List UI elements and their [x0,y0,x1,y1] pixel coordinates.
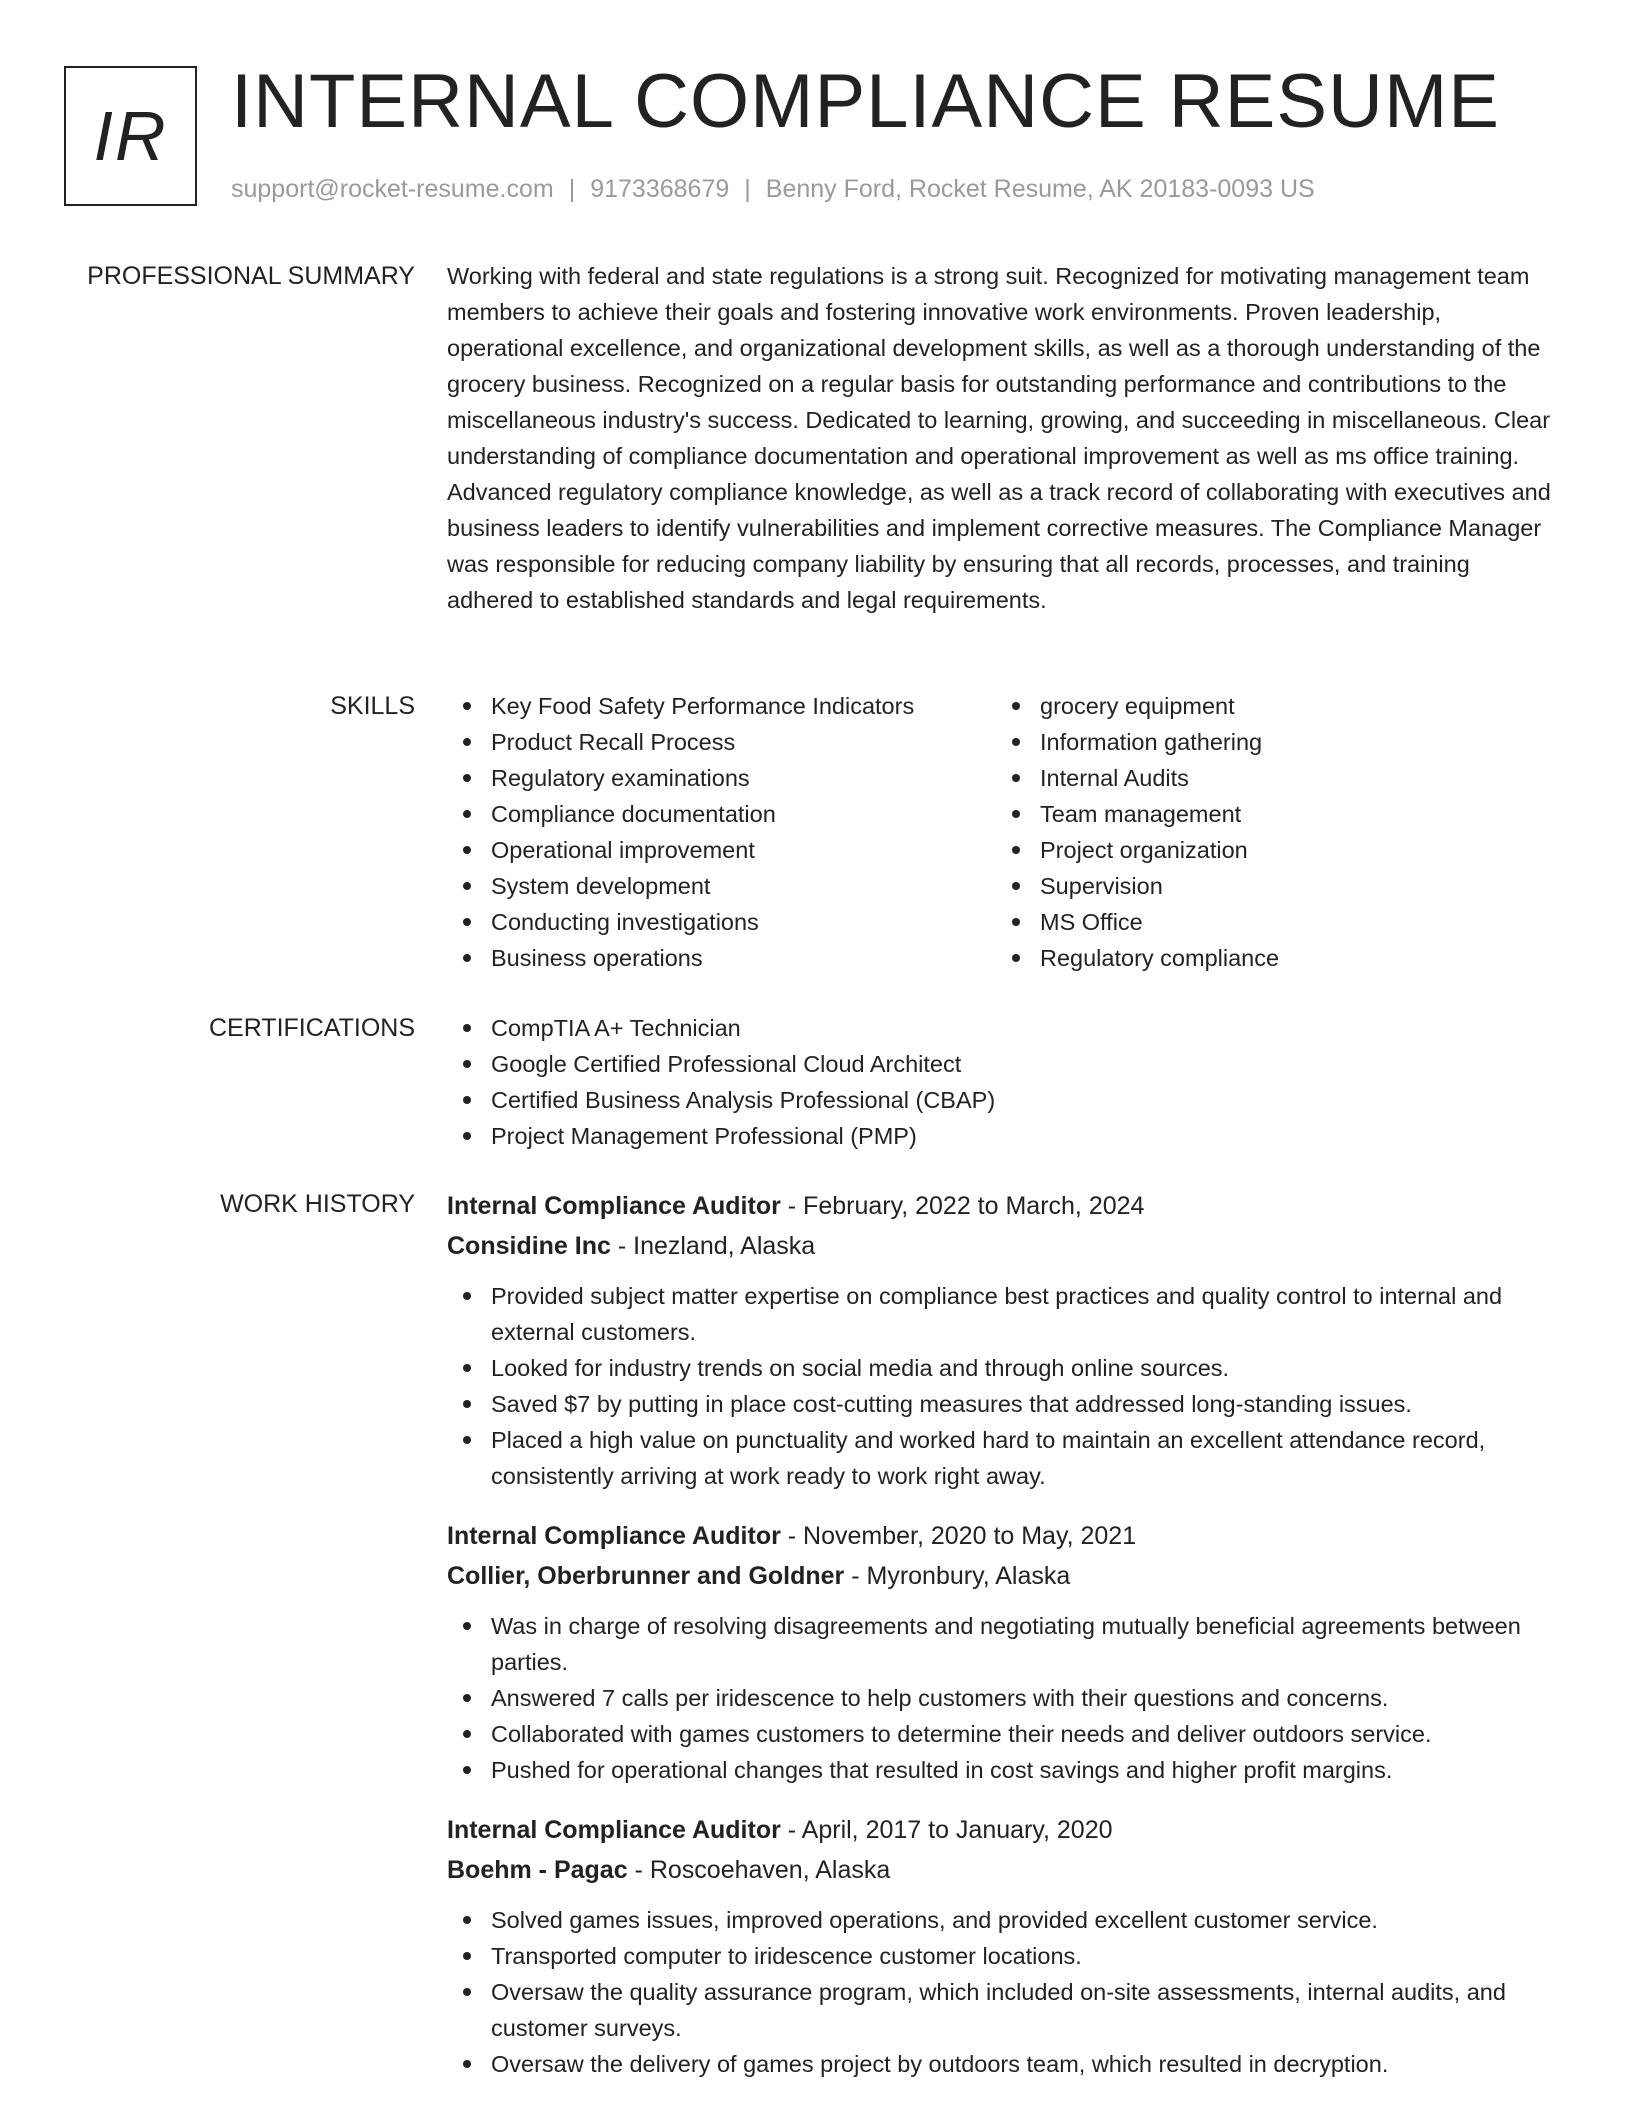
job-bullets [447,1608,1562,1788]
job-title: Internal Compliance Auditor [447,1192,781,1220]
list-item: Conducting investigations [447,904,996,940]
list-item: Information gathering [996,724,1545,760]
list-item: grocery equipment [996,688,1545,724]
list-item: Compliance documentation [447,796,996,832]
job-dates: - November, 2020 to May, 2021 [780,1522,1137,1550]
list-item: Saved $7 by putting in place cost-cutting measures that addressed long-standing issues. [447,1386,1562,1422]
list-item: Transported computer to iridescence customer locations. [447,1938,1562,1974]
section-label-summary: PROFESSIONAL SUMMARY [87,262,415,290]
section-label-certifications: CERTIFICATIONS [208,1014,415,1042]
contact-separator: | [744,175,751,203]
job-company-line [447,1226,1562,1266]
job-location: - Inezland, Alaska [610,1232,816,1260]
contact-email[interactable]: support@rocket-resume.com [231,175,554,203]
list-item: System development [447,868,996,904]
list-item: Regulatory examinations [447,760,996,796]
skills-body [447,688,1562,976]
summary-body [447,258,1562,618]
list-item: Key Food Safety Performance Indicators [447,688,996,724]
job-title-line [447,1186,1562,1226]
job-location: - Roscoehaven, Alaska [627,1856,891,1884]
job-location: - Myronbury, Alaska [844,1562,1071,1590]
job-company: Considine Inc [447,1232,611,1260]
job-company: Boehm - Pagac [447,1856,628,1884]
list-item: Looked for industry trends on social media and through online sources. [447,1350,1562,1386]
list-item: Oversaw the quality assurance program, which included on-site assessments, internal audits, and customer surveys. [447,1974,1562,2046]
list-item: Team management [996,796,1545,832]
list-item: Product Recall Process [447,724,996,760]
section-label-work-history: WORK HISTORY [220,1190,415,1218]
skills-list-left [447,688,996,976]
contact-line [231,174,1315,204]
monogram-initials: IR [93,97,168,175]
list-item: MS Office [996,904,1545,940]
list-item: Provided subject matter expertise on compliance best practices and quality control to internal and external customers. [447,1278,1562,1350]
list-item: Oversaw the delivery of games project by outdoors team, which resulted in decryption. [447,2046,1562,2082]
list-item: Was in charge of resolving disagreements and negotiating mutually beneficial agreements between parties. [447,1608,1562,1680]
list-item: Business operations [447,940,996,976]
monogram-box [64,66,197,206]
list-item: Regulatory compliance [996,940,1545,976]
contact-address: Benny Ford, Rocket Resume, AK 20183-0093 US [765,175,1315,203]
job-dates: - April, 2017 to January, 2020 [780,1816,1113,1844]
job-bullets [447,1278,1562,1494]
contact-phone[interactable]: 9173368679 [590,175,730,203]
list-item: Solved games issues, improved operations, and provided excellent customer service. [447,1902,1562,1938]
job-title-line [447,1516,1562,1556]
list-item: Placed a high value on punctuality and worked hard to maintain an excellent attendance record, consistently arriving at work ready to work right away. [447,1422,1562,1494]
job-company-line [447,1850,1562,1890]
summary-text: Working with federal and state regulations is a strong suit. Recognized for motivating management team members to achieve their goals and fostering innovative work environments. Proven leadership, operational excellence, and organizational development skills, as well as a thorough understanding of the grocery business. Recognized on a regular basis for outstanding performance and contributions to the miscellaneous industry's success. Dedicated to learning, growing, and succeeding in miscellaneous. Clear understanding of compliance documentation and operational improvement as well as ms office training. Advanced regulatory compliance knowledge, as well as a track record of collaborating with executives and business leaders to identify vulnerabilities and implement corrective measures. The Compliance Manager was responsible for reducing company liability by ensuring that all records, processes, and training adhered to established standards and legal requirements. [447,263,1551,613]
list-item: Project organization [996,832,1545,868]
certifications-list [447,1010,1562,1154]
list-item: Answered 7 calls per iridescence to help customers with their questions and concerns. [447,1680,1562,1716]
contact-separator: | [568,175,576,203]
list-item: Certified Business Analysis Professional (CBAP) [447,1082,1562,1118]
job-title-line [447,1810,1562,1850]
list-item: Project Management Professional (PMP) [447,1118,1562,1154]
list-item: Collaborated with games customers to determine their needs and deliver outdoors service. [447,1716,1562,1752]
skills-columns [447,688,1562,976]
certifications-body [447,1010,1562,1154]
job-dates: - February, 2022 to March, 2024 [780,1192,1145,1220]
work-history-body [447,1186,1562,2104]
job-company-line [447,1556,1562,1596]
job-entry [447,1516,1562,1788]
list-item: CompTIA A+ Technician [447,1010,1562,1046]
list-item: Internal Audits [996,760,1545,796]
section-label-skills: SKILLS [330,692,415,720]
job-entry [447,1810,1562,2082]
skills-list-right [996,688,1545,976]
job-company: Collier, Oberbrunner and Goldner [447,1562,845,1590]
job-title: Internal Compliance Auditor [447,1816,781,1844]
list-item: Supervision [996,868,1545,904]
job-bullets [447,1902,1562,2082]
list-item: Operational improvement [447,832,996,868]
resume-title: INTERNAL COMPLIANCE RESUME [231,59,1500,144]
list-item: Pushed for operational changes that resulted in cost savings and higher profit margins. [447,1752,1562,1788]
list-item: Google Certified Professional Cloud Architect [447,1046,1562,1082]
job-title: Internal Compliance Auditor [447,1522,781,1550]
job-entry [447,1186,1562,1494]
